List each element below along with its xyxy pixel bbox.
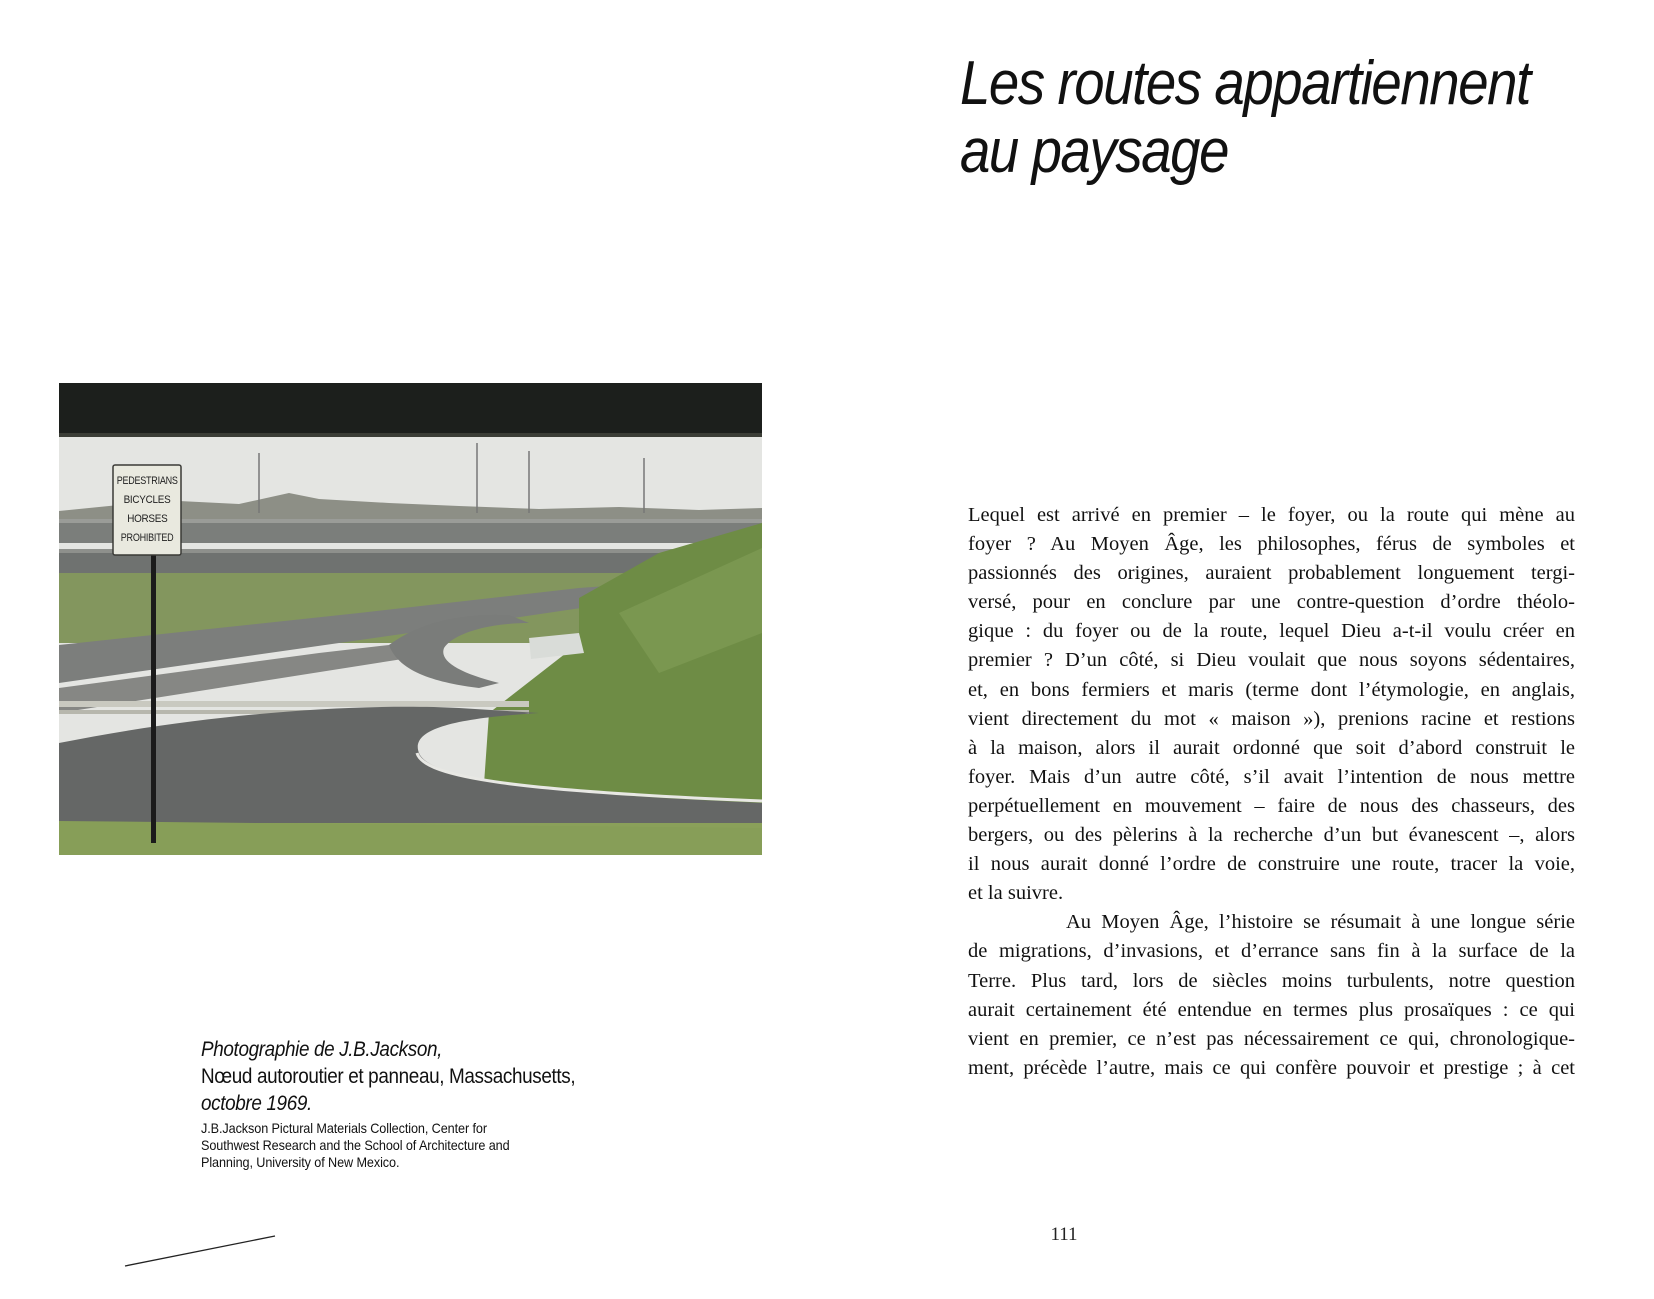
title-line: Les routes appartiennent: [960, 49, 1530, 118]
highway-interchange-photo: [59, 383, 762, 855]
body-line: gique : du foyer ou de la route, lequel Dieu a-t-il voulu créer en: [968, 620, 1575, 643]
caption-date: octobre 1969.: [201, 1092, 312, 1115]
overpass-edge: [59, 433, 762, 437]
caption-credit: [201, 1120, 610, 1171]
caption-title: Nœud autoroutier et panneau, Massachusetts,: [201, 1065, 576, 1088]
sign-text: [113, 467, 181, 553]
body-line: aurait certainement été entendue en termes plus prosaïques : ce qui: [968, 998, 1575, 1021]
credit-line: Southwest Research and the School of Architecture and: [201, 1138, 510, 1153]
body-line: perpétuellement en mouvement – faire de nous des chasseurs, des: [968, 794, 1575, 817]
credit-line: J.B.Jackson Pictural Materials Collection, Center for: [201, 1121, 487, 1136]
body-line: il nous aurait donné l’ordre de construire une route, tracer la voie,: [968, 853, 1575, 876]
body-line: bergers, ou des pèlerins à la recherche d’un but évanescent –, alors: [968, 824, 1575, 847]
body-line: et la suivre.: [968, 882, 1064, 905]
body-line: de migrations, d’invasions, et d’errance sans fin à la surface de la: [968, 940, 1575, 963]
body-line: Lequel est arrivé en premier – le foyer, ou la route qui mène au: [968, 504, 1575, 526]
body-line: foyer. Mais d’un autre côté, s’il avait l’intention de nous mettre: [968, 765, 1575, 788]
body-line: premier ? D’un côté, si Dieu voulait que nous soyons sédentaires,: [968, 649, 1575, 672]
body-line: foyer ? Au Moyen Âge, les philosophes, férus de symboles et: [968, 533, 1575, 556]
body-text: [968, 501, 1575, 1083]
sign-line: PEDESTRIANS: [116, 475, 178, 487]
body-line: à la maison, alors il aurait ordonné que soit d’abord construit le: [968, 736, 1575, 759]
page-number: 111: [1050, 1224, 1078, 1245]
body-line: vient en premier, ce n’est pas nécessairement ce qui, chronologique-: [968, 1027, 1575, 1050]
overpass-underside: [59, 383, 762, 435]
title-line: au paysage: [960, 117, 1229, 186]
sign-line: HORSES: [126, 513, 168, 525]
body-line: vient directement du mot « maison »), prenions racine et restions: [968, 707, 1575, 730]
chapter-title: [960, 49, 1530, 186]
body-line: passionnés des origines, auraient probablement longuement tergi-: [968, 562, 1575, 585]
body-line: Au Moyen Âge, l’histoire se résumait à une longue série: [1066, 911, 1575, 934]
body-line: versé, pour en conclure par une contre-question d’ordre théolo-: [968, 591, 1575, 614]
sign-post: [151, 543, 156, 843]
photo-illustration: [59, 383, 762, 855]
decorative-rule: [120, 1228, 280, 1268]
sign-line: BICYCLES: [123, 494, 171, 506]
photo-caption: [201, 1036, 641, 1171]
caption-author: Photographie de J.B.Jackson,: [201, 1038, 443, 1061]
credit-line: Planning, University of New Mexico.: [201, 1155, 400, 1170]
body-line: ment, précède l’autre, mais ce qui confère pouvoir et prestige ; à cet: [968, 1056, 1575, 1079]
sign-line: PROHIBITED: [120, 532, 174, 544]
body-line: Terre. Plus tard, lors de siècles moins turbulents, notre question: [968, 969, 1575, 992]
guardrail: [59, 701, 529, 707]
body-line: et, en bons fermiers et maris (terme dont l’étymologie, en anglais,: [968, 678, 1575, 701]
